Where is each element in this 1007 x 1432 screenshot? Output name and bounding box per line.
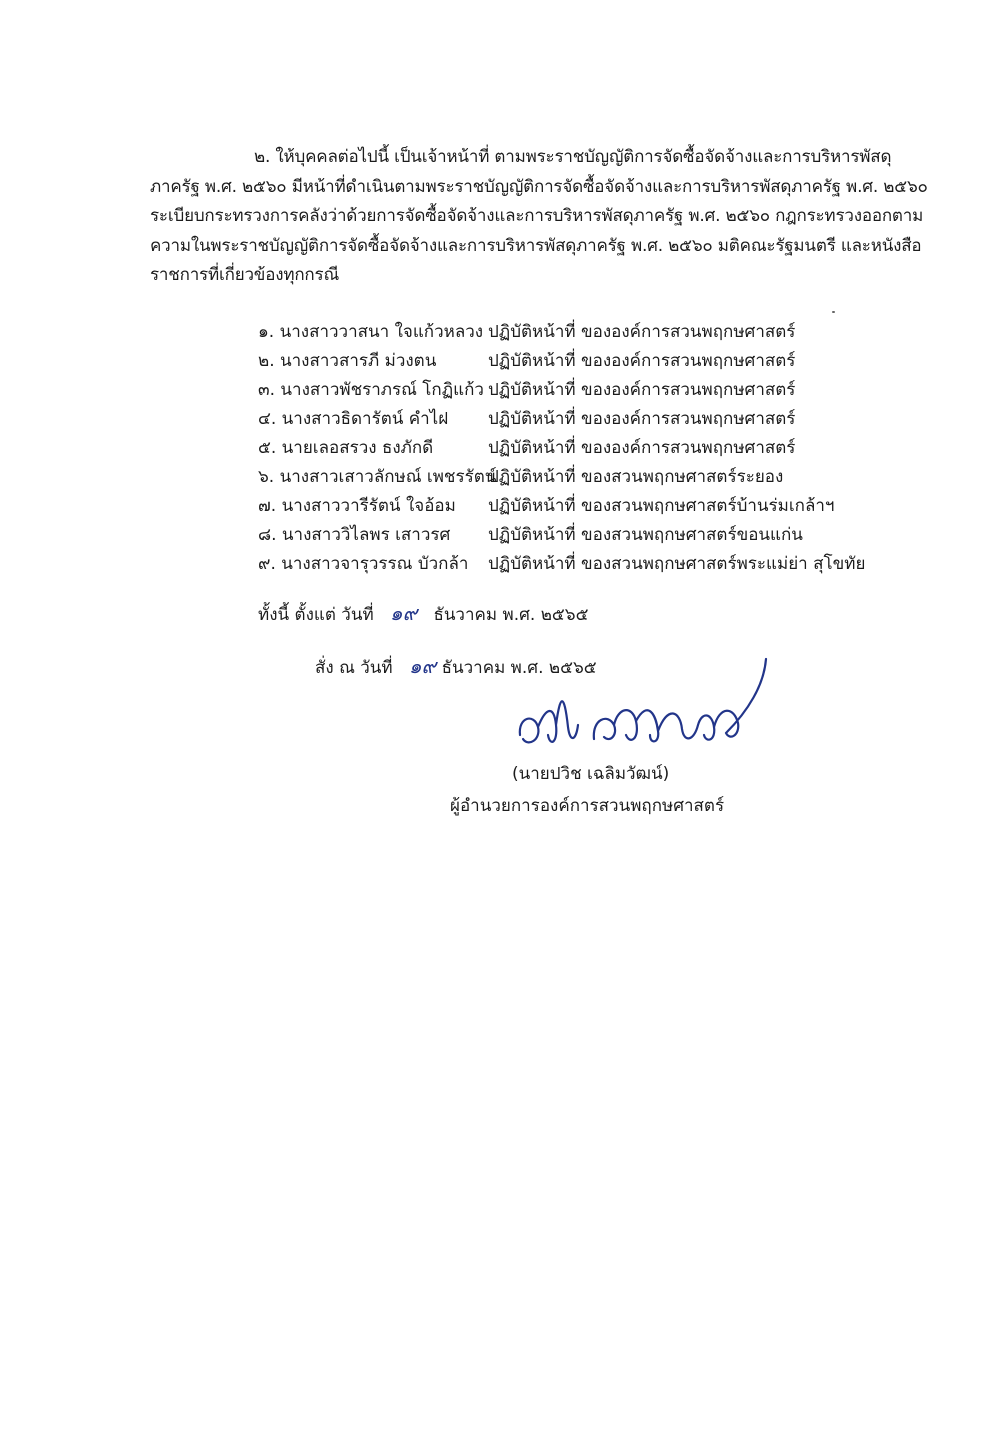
paragraph-line: ราชการที่เกี่ยวข้องทุกกรณี [150,265,340,285]
effective-date-suffix: ธันวาคม พ.ศ. ๒๕๖๕ [433,605,589,625]
staff-duty: ปฏิบัติหน้าที่ ขององค์การสวนพฤกษศาสตร์ [488,322,796,342]
signatory-name: (นายปวิช เฉลิมวัฒน์) [512,764,670,784]
effective-date-prefix: ทั้งนี้ ตั้งแต่ วันที่ [258,605,374,625]
staff-name: ๔. นางสาวธิดารัตน์ คำไฝ [258,409,449,429]
staff-duty: ปฏิบัติหน้าที่ ขององค์การสวนพฤกษศาสตร์ [488,438,796,458]
staff-duty: ปฏิบัติหน้าที่ ของสวนพฤกษศาสตร์พระแม่ย่า สุโขทัย [488,554,866,574]
effective-day-handwritten: ๑๙ [389,601,418,625]
staff-name: ๑. นางสาววาสนา ใจแก้วหลวง [258,322,484,342]
assignment-paragraph [150,143,928,291]
staff-name: ๖. นางสาวเสาวลักษณ์ เพชรรัตน์ [258,467,497,487]
staff-duty: ปฏิบัติหน้าที่ ของสวนพฤกษศาสตร์บ้านร่มเกล้าฯ [488,496,835,516]
paragraph-line: ความในพระราชบัญญัติการจัดซื้อจัดจ้างและการบริหารพัสดุภาครัฐ พ.ศ. ๒๕๖๐ มติคณะรัฐมนตรี และหนังสือ [150,235,922,256]
paragraph-line: ภาครัฐ พ.ศ. ๒๕๖๐ มีหน้าที่ดำเนินตามพระราชบัญญัติการจัดซื้อจัดจ้างและการบริหารพัสดุภาครัฐ พ.ศ. ๒๕๖๐ [150,176,928,197]
staff-name: ๘. นางสาววิไลพร เสาวรศ [258,525,451,545]
staff-duty: ปฏิบัติหน้าที่ ของสวนพฤกษศาสตร์ขอนแก่น [488,525,803,545]
scan-speck [832,311,835,313]
signatory-title: ผู้อำนวยการองค์การสวนพฤกษศาสตร์ [450,796,725,816]
handwritten-signature [498,655,788,765]
staff-name: ๙. นางสาวจารุวรรณ บัวกล้า [258,554,469,574]
staff-name: ๒. นางสาวสารภี ม่วงตน [258,351,437,371]
staff-duty: ปฏิบัติหน้าที่ ขององค์การสวนพฤกษศาสตร์ [488,351,796,371]
staff-duty: ปฏิบัติหน้าที่ ขององค์การสวนพฤกษศาสตร์ [488,380,796,400]
staff-name: ๓. นางสาวพัชราภรณ์ โกฏิแก้ว [258,380,484,400]
paragraph-line: ๒. ให้บุคคลต่อไปนี้ เป็นเจ้าหน้าที่ ตามพระราชบัญญัติการจัดซื้อจัดจ้างและการบริหารพัสดุ [254,147,892,167]
staff-name: ๗. นางสาววารีรัตน์ ใจอ้อม [258,496,456,516]
staff-name: ๕. นายเลอสรวง ธงภักดี [258,438,434,458]
order-day-handwritten: ๑๙ [408,654,437,678]
order-date-suffix: ธันวาคม พ.ศ. ๒๕๖๕ [441,658,597,678]
order-date-prefix: สั่ง ณ วันที่ [315,658,393,678]
effective-date [258,597,588,629]
paragraph-line: ระเบียบกระทรวงการคลังว่าด้วยการจัดซื้อจัดจ้างและการบริหารพัสดุภาครัฐ พ.ศ. ๒๕๖๐ กฎกระทรวงออกตาม [150,206,924,226]
staff-duty: ปฏิบัติหน้าที่ ของสวนพฤกษศาสตร์ระยอง [488,467,784,487]
staff-duty: ปฏิบัติหน้าที่ ขององค์การสวนพฤกษศาสตร์ [488,409,796,429]
